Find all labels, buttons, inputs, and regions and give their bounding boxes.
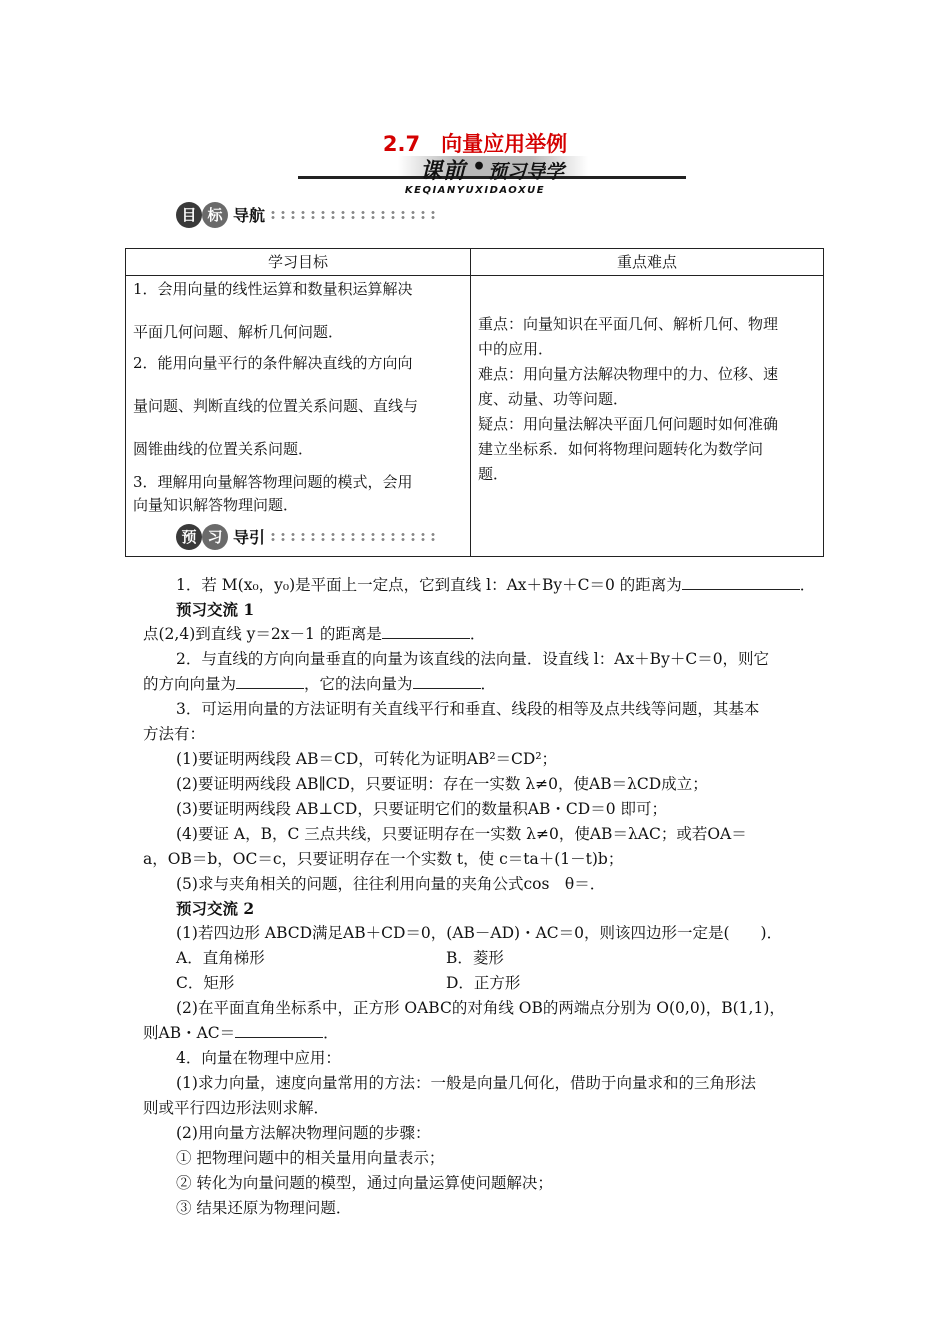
answer-blank: [382, 623, 470, 639]
section-heading-preview: [176, 524, 446, 550]
paragraph-line: (1)要证明两线段 AB＝CD，可转化为证明AB²＝CD²；: [176, 750, 558, 768]
section-badge: 标: [202, 202, 228, 228]
answer-blank: [235, 1022, 323, 1038]
section-heading-goals: [176, 202, 446, 228]
option-a: A．直角梯形: [176, 949, 265, 967]
paragraph-line: (5)求与夹角相关的问题，往往利用向量的夹角公式cos θ＝．: [176, 875, 606, 893]
dotted-leader: [268, 210, 438, 220]
text-run: ．: [469, 625, 486, 643]
paragraph-line: 3．可运用向量的方法证明有关直线平行和垂直、线段的相等及点共线等问题，其基本: [176, 700, 760, 718]
table-header-focus: 重点难点: [471, 249, 824, 276]
text-run: ，它的法向量为: [304, 675, 413, 693]
paragraph-line: 4．向量在物理中应用：: [176, 1049, 341, 1067]
focus-line: 疑点：用向量法解决平面几何问题时如何准确: [478, 415, 779, 433]
focus-line: 题．: [478, 465, 509, 483]
answer-blank: [682, 574, 800, 590]
paragraph-line: (1)求力向量，速度向量常用的方法：一般是向量几何化，借助于向量求和的三角形法: [176, 1074, 756, 1092]
paragraph-line: 方法有：: [143, 725, 206, 743]
answer-blank: [236, 673, 304, 689]
paragraph-line: [143, 672, 823, 696]
section-banner: [298, 156, 686, 182]
goals-cell: [126, 276, 471, 557]
paragraph-line: (3)要证明两线段 AB⊥CD，只要证明它们的数量积AB・CD＝0 即可；: [176, 800, 667, 818]
goal-line: 向量知识解答物理问题．: [133, 496, 299, 514]
option-line: [176, 946, 856, 970]
option-d: D．正方形: [446, 974, 521, 992]
answer-blank: [413, 673, 481, 689]
paragraph-line: (2)在平面直角坐标系中，正方形 OABC的对角线 OB的两端点分别为 O(0,0)，B(1,1)，: [176, 999, 785, 1017]
text-run: ．: [323, 1024, 339, 1042]
text-run: 的方向向量为: [143, 675, 237, 693]
section-badge: 目: [176, 202, 202, 228]
text-run: 1．若 M(x₀，y₀)是平面上一定点，它到直线 l：Ax＋By＋C＝0 的距离为: [176, 576, 682, 594]
exercise-title: 预习交流 2: [176, 899, 255, 918]
option-b: B．菱形: [446, 949, 504, 967]
focus-line: 难点：用向量方法解决物理中的力、位移、速: [478, 365, 779, 383]
paragraph-line: (2)要证明两线段 AB∥CD，只要证明：存在一实数 λ≠0，使AB＝λCD成立；: [176, 775, 708, 793]
focus-line: 重点：向量知识在平面几何、解析几何、物理: [478, 315, 779, 333]
focus-line: 度、动量、功等问题．: [478, 390, 629, 408]
goal-line: 1．会用向量的线性运算和数量积运算解决: [133, 280, 413, 298]
goals-table: [125, 248, 824, 557]
paragraph-line: [143, 1021, 823, 1045]
focus-line: 建立坐标系．如何将物理问题转化为数学问: [478, 440, 764, 458]
option-line: [176, 971, 856, 995]
exercise-title: 预习交流 1: [176, 600, 255, 619]
paragraph-line: ① 把物理问题中的相关量用向量表示；: [176, 1149, 445, 1167]
focus-line: 中的应用．: [478, 340, 554, 358]
section-badge: 预: [176, 524, 202, 550]
section-badge: 习: [202, 524, 228, 550]
goal-line: 量问题、判断直线的位置关系问题、直线与: [133, 397, 419, 415]
page-title: 2.7 向量应用举例: [382, 132, 568, 156]
banner-main-text: 课前: [420, 159, 467, 184]
paragraph-line: ③ 结果还原为物理问题．: [176, 1199, 352, 1217]
paragraph-line: 则或平行四边形法则求解．: [143, 1099, 330, 1117]
goal-line: 2．能用向量平行的条件解决直线的方向向: [133, 354, 413, 372]
paragraph-line: (2)用向量方法解决物理问题的步骤：: [176, 1124, 431, 1142]
text-run: ．: [799, 576, 816, 594]
goal-line: 平面几何问题、解析几何问题．: [133, 323, 344, 341]
section-heading-text: 导航: [233, 206, 266, 225]
paragraph-line: (1)若四边形 ABCD满足AB＋CD＝0，(AB－AD)・AC＝0，则该四边形一定是( )．: [176, 924, 783, 942]
paragraph-line: 2．与直线的方向向量垂直的向量为该直线的法向量．设直线 l：Ax＋By＋C＝0，则它: [176, 650, 770, 668]
banner-sub-text: 预习导学: [488, 161, 565, 183]
goal-line: 圆锥曲线的位置关系问题．: [133, 440, 314, 458]
banner-pinyin: KEQIANYUXIDAOXUE: [404, 185, 546, 196]
option-c: C．矩形: [176, 974, 235, 992]
paragraph-line: a，OB＝b，OC＝c，只要证明存在一个实数 t，使 c＝ta＋(1－t)b；: [143, 850, 624, 868]
text-run: 点(2,4)到直线 y＝2x－1 的距离是: [143, 625, 382, 643]
text-run: ．: [480, 675, 497, 693]
focus-cell: [471, 276, 824, 557]
paragraph-line: ② 转化为向量问题的模型，通过向量运算使问题解决；: [176, 1174, 553, 1192]
dotted-leader: [268, 532, 438, 542]
text-run: 则AB・AC＝: [143, 1024, 236, 1042]
banner-dot: •: [472, 154, 487, 180]
section-heading-text: 导引: [233, 528, 266, 547]
table-header-goals: 学习目标: [126, 249, 471, 276]
paragraph-line: (4)要证 A，B，C 三点共线，只要证明存在一实数 λ≠0，使AB＝λAC；或若OA＝: [176, 825, 747, 843]
paragraph-line: [176, 573, 856, 597]
paragraph-line: [143, 622, 823, 646]
goal-line: 3．理解用向量解答物理问题的模式，会用: [133, 473, 413, 491]
